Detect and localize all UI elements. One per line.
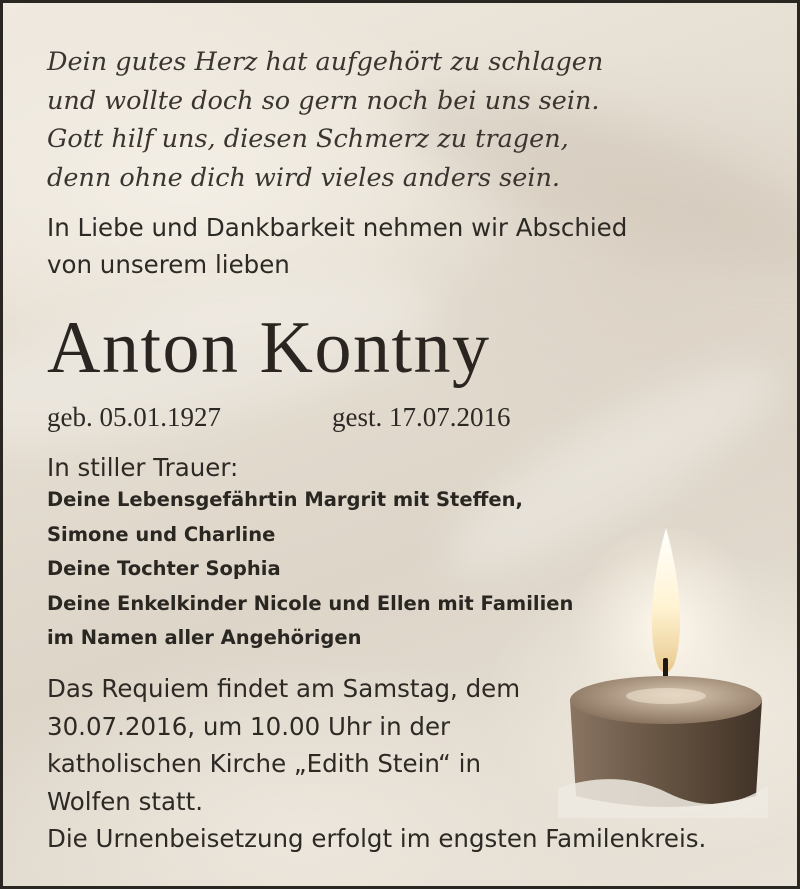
farewell-intro xyxy=(47,209,627,283)
mourning-heading: In stiller Trauer: xyxy=(47,453,239,482)
birth-date: geb. 05.01.1927 xyxy=(47,402,221,432)
poem-line: denn ohne dich wird vieles anders sein. xyxy=(47,162,561,193)
deceased-name: Anton Kontny xyxy=(47,307,491,389)
poem xyxy=(47,43,603,197)
intro-line: von unserem lieben xyxy=(47,250,290,279)
service-line: Die Urnenbeisetzung erfolgt im engsten Familenkreis. xyxy=(47,824,707,853)
poem-line: und wollte doch so gern noch bei uns sein. xyxy=(47,85,600,116)
poem-line: Gott hilf uns, diesen Schmerz zu tragen, xyxy=(47,124,569,154)
mourner-line: Simone und Charline xyxy=(47,522,276,546)
life-dates xyxy=(47,399,647,435)
service-line: Das Requiem findet am Samstag, dem xyxy=(47,674,521,703)
service-line: Wolfen statt. xyxy=(47,786,203,816)
intro-line: In Liebe und Dankbarkeit nehmen wir Abschied xyxy=(47,213,628,242)
service-information xyxy=(47,670,706,858)
death-date: gest. 17.07.2016 xyxy=(332,402,511,432)
mourners-list xyxy=(47,483,573,656)
mourner-line: Deine Tochter Sophia xyxy=(47,557,281,580)
mourner-line: im Namen aller Angehörigen xyxy=(47,626,362,649)
mourner-line: Deine Lebensgefährtin Margrit mit Steffen, xyxy=(47,488,523,511)
mourner-line: Deine Enkelkinder Nicole und Ellen mit Familien xyxy=(47,591,574,615)
service-line: 30.07.2016, um 10.00 Uhr in der xyxy=(47,711,451,741)
service-line: katholischen Kirche „Edith Stein“ in xyxy=(47,749,481,778)
poem-line: Dein gutes Herz hat aufgehört zu schlagen xyxy=(47,47,604,77)
